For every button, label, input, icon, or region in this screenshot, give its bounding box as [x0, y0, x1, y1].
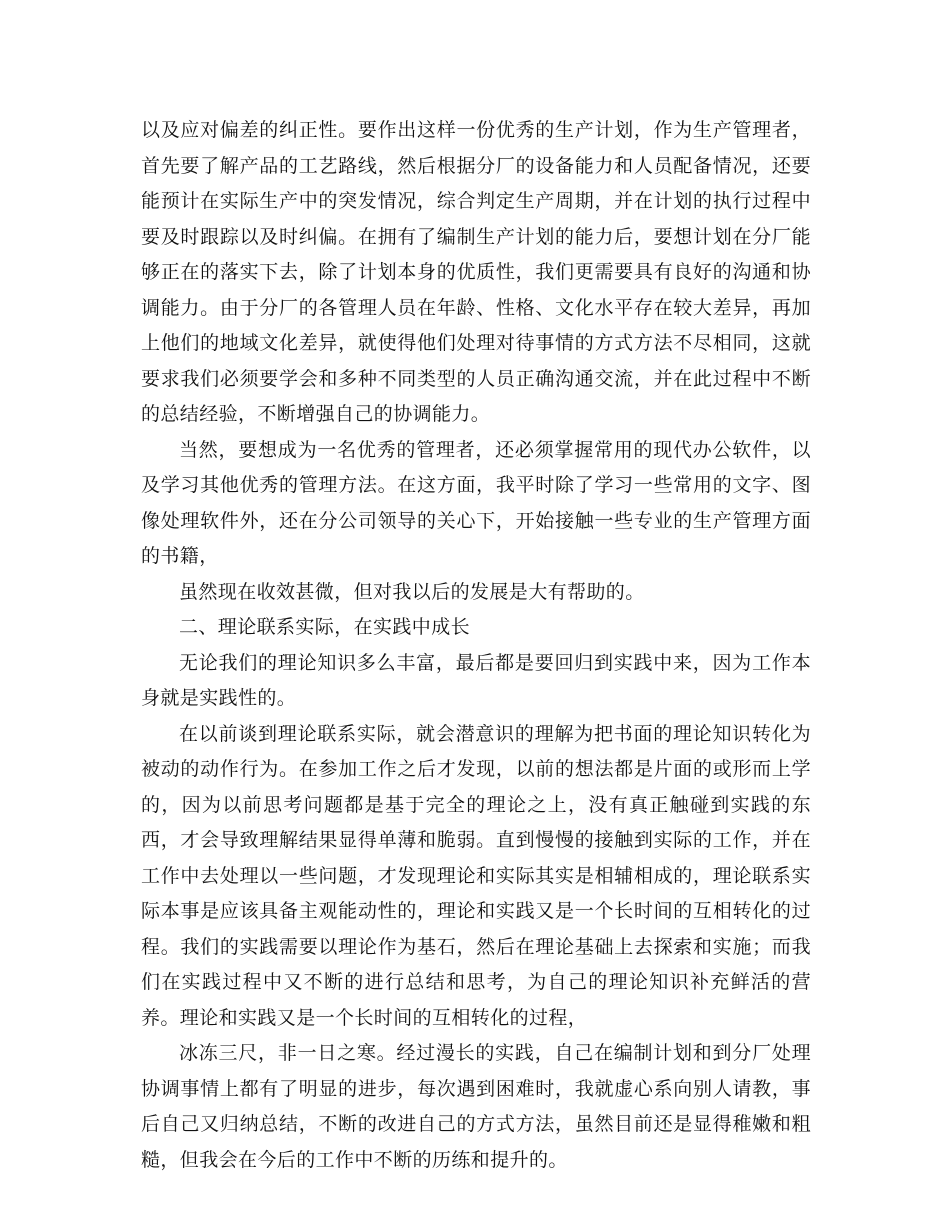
document-body: [141, 113, 811, 1178]
paragraph-6: 冰冻三尺，非一日之寒。经过漫长的实践，自己在编制计划和到分厂处理协调事情上都有了明显的进步，每次遇到困难时，我就虚心系向别人请教，事后自己又归纳总结，不断的改进自己的方式方法，虽然目前还是显得稚嫩和粗糙，但我会在今后的工作中不断的历练和提升的。: [141, 1042, 811, 1171]
paragraph-4: 无论我们的理论知识多么丰富，最后都是要回归到实践中来，因为工作本身就是实践性的。: [141, 651, 811, 709]
section-heading: 二、理论联系实际，在实践中成长: [179, 616, 471, 638]
paragraph-2: 当然，要想成为一名优秀的管理者，还必须掌握常用的现代办公软件，以及学习其他优秀的管理方法。在这方面，我平时除了学习一些常用的文字、图像处理软件外，还在分公司领导的关心下，开始接触一些专业的生产管理方面的书籍，: [141, 438, 811, 567]
paragraph-5: 在以前谈到理论联系实际，就会潜意识的理解为把书面的理论知识转化为被动的动作行为。在参加工作之后才发现，以前的想法都是片面的或形而上学的，因为以前思考问题都是基于完全的理论之上，没有真正触碰到实践的东西，才会导致理解结果显得单薄和脆弱。直到慢慢的接触到实际的工作，并在工作中去处理以一些问题，才发现理论和实际其实是相辅相成的，理论联系实际本事是应该具备主观能动性的，理论和实践又是一个长时间的互相转化的过程。我们的实践需要以理论作为基石，然后在理论基础上去探索和实施；而我们在实践过程中又不断的进行总结和思考，为自己的理论知识补充鲜活的营养。理论和实践又是一个长时间的互相转化的过程，: [141, 722, 811, 1029]
paragraph-1: 以及应对偏差的纠正性。要作出这样一份优秀的生产计划，作为生产管理者，首先要了解产品的工艺路线，然后根据分厂的设备能力和人员配备情况，还要能预计在实际生产中的突发情况，综合判定生产周期，并在计划的执行过程中要及时跟踪以及时纠偏。在拥有了编制生产计划的能力后，要想计划在分厂能够正在的落实下去，除了计划本身的优质性，我们更需要具有良好的沟通和协调能力。由于分厂的各管理人员在年龄、性格、文化水平存在较大差异，再加上他们的地域文化差异，就使得他们处理对待事情的方式方法不尽相同，这就要求我们必须要学会和多种不同类型的人员正确沟通交流，并在此过程中不断的总结经验，不断增强自己的协调能力。: [141, 119, 811, 425]
paragraph-3: 虽然现在收效甚微，但对我以后的发展是大有帮助的。: [179, 580, 645, 603]
